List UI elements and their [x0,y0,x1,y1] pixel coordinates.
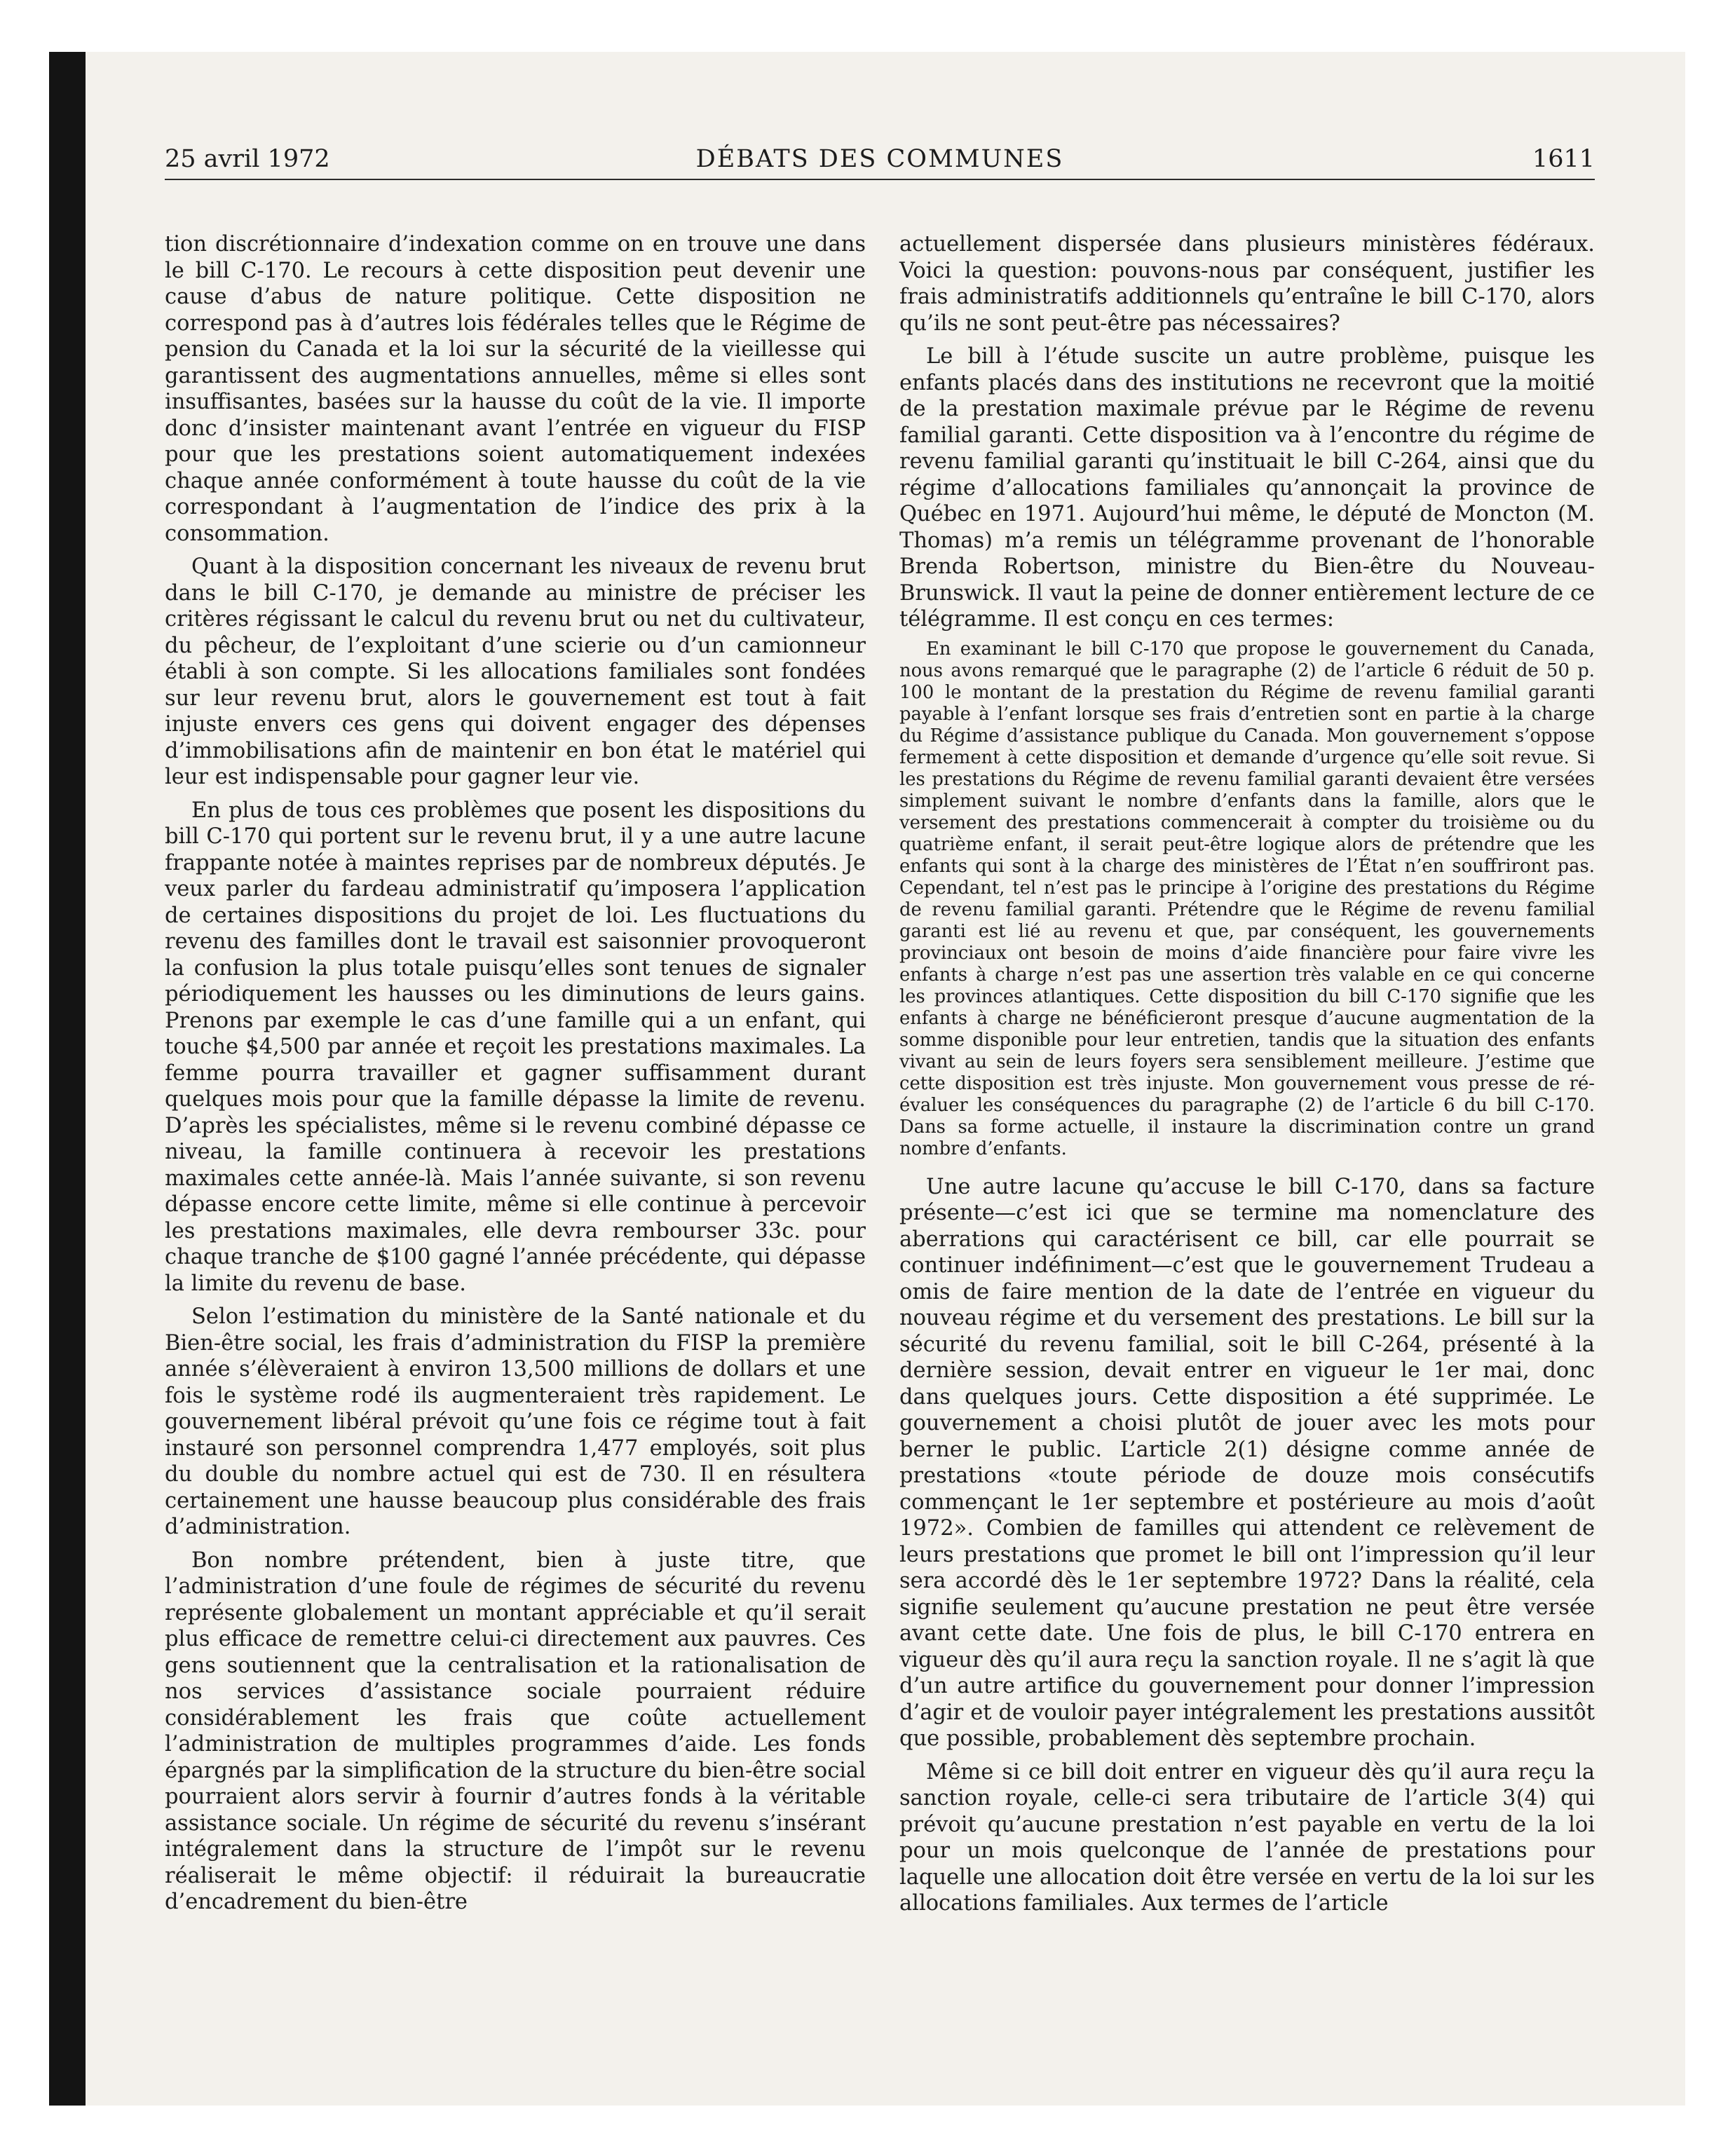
telegram-quote: En examinant le bill C-170 que propose le gouvernement du Canada, nous avons remarqué que le paragraphe (2) de l’article 6 réduit de 50 p. 100 le montant de la prestation du Régime de revenu familial garanti payable à l’enfant lorsque ses frais d’entretien sont en partie à la charge du Régime d’assistance publique du Canada. Mon gouvernement s’oppose fermement à cette disposition et demande d’urgence qu’elle soit revue. Si les prestations du Régime de revenu familial garanti devaient être versées simplement suivant le nombre d’enfants dans la famille, alors que le versement des prestations commencerait à compter du troisième ou du quatrième enfant, il serait peut-être logique alors de prétendre que les enfants qui sont à la charge des ministères de l’État n’en souffriront pas. Cependant, tel n’est pas le principe à l’origine des prestations du Régime de revenu familial garanti. Prétendre que le Régime de revenu familial garanti est lié au revenu et que, par conséquent, les gouvernements provinciaux ont besoin de moins d’aide financière pour faire vivre les enfants à charge n’est pas une assertion très valable en ce qui concerne les provinces atlantiques. Cette disposition du bill C-170 signifie que les enfants à charge ne bénéficieront presque d’aucune augmentation de la somme disponible pour leur entretien, tandis que la situation des enfants vivant au sein de leurs foyers sera sensiblement meilleure. J’estime que cette disposition est très injuste. Mon gouvernement vous presse de ré-évaluer les conséquences du paragraphe (2) de l’article 6 du bill C-170. Dans sa forme actuelle, il instaure la discrimination contre un grand nombre d’enfants. [899,638,1595,1159]
paragraph: Le bill à l’étude suscite un autre problème, puisque les enfants placés dans des institutions ne recevront que la moitié de la prestation maximale prévue par le Régime de revenu familial garanti. Cette disposition va à l’encontre du régime de revenu familial garanti qu’instituait le bill C-264, ainsi que du régime d’allocations familiales qu’annonçait la province de Québec en 1971. Aujourd’hui même, le député de Moncton (M. Thomas) m’a remis un télégramme provenant de l’honorable Brenda Robertson, ministre du Bien-être du Nouveau-Brunswick. Il vaut la peine de donner entièrement lecture de ce télégramme. Il est conçu en ces termes: [899,344,1595,632]
paragraph: tion discrétionnaire d’indexation comme on en trouve une dans le bill C-170. Le recours à cette disposition peut devenir une cause d’abus de nature politique. Cette disposition ne correspond pas à d’autres lois fédérales telles que le Régime de pension du Canada et la loi sur la sécurité de la vieillesse qui garantissent des augmentations annuelles, même si elles sont insuffisantes, basées sur la hausse du coût de la vie. Il importe donc d’insister maintenant avant l’entrée en vigueur du FISP pour que les prestations soient automatiquement indexées chaque année conformément à toute hausse du coût de la vie correspondant à l’augmentation de l’indice des prix à la consommation. [165,232,866,546]
paragraph: Bon nombre prétendent, bien à juste titre, que l’administration d’une foule de régimes de sécurité du revenu représente globalement un montant appréciable et qu’il serait plus efficace de remettre celui-ci directement aux pauvres. Ces gens soutiennent que la centralisation et la rationalisation de nos services d’assistance sociale pourraient réduire considérablement les frais que coûte actuellement l’administration de multiples programmes d’aide. Les fonds épargnés par la simplification de la structure du bien-être social pourraient alors servir à fournir d’autres fonds à la véritable assistance sociale. Un régime de sécurité du revenu s’insérant intégralement dans la structure de l’impôt sur le revenu réaliserait le même objectif: il réduirait la bureaucratie d’encadrement du bien-être [165,1548,866,1914]
paragraph: Une autre lacune qu’accuse le bill C-170, dans sa facture présente—c’est ici que se termine ma nomenclature des aberrations qui caractérisent ce bill, car elle pourrait se continuer indéfiniment—c’est que le gouvernement Trudeau a omis de faire mention de la date de l’entrée en vigueur du nouveau régime et du versement des prestations. Le bill sur la sécurité du revenu familial, soit le bill C-264, présenté à la dernière session, devait entrer en vigueur le 1er mai, donc dans quelques jours. Cette disposition a été supprimée. Le gouvernement a choisi plutôt de jouer avec les mots pour berner le public. L’article 2(1) désigne comme année de prestations «toute période de douze mois consécutifs commençant le 1er septembre et postérieure au mois d’août 1972». Combien de familles qui attendent ce relèvement de leurs prestations que promet le bill ont l’impression qu’il leur sera accordé dès le 1er septembre 1972? Dans la réalité, cela signifie seulement qu’aucune prestation ne peut être versée avant cette date. Une fois de plus, le bill C-170 entrera en vigueur dès qu’il aura reçu la sanction royale. Il ne s’agit là que d’un autre artifice du gouvernement pour donner l’impression d’agir et de vouloir payer intégralement les prestations aussitôt que possible, probablement dès septembre prochain. [899,1174,1595,1751]
paragraph: Quant à la disposition concernant les niveaux de revenu brut dans le bill C-170, je demande au ministre de préciser les critères régissant le calcul du revenu brut ou net du cultivateur, du pêcheur, de l’exploitant d’une scierie ou d’un camionneur établi à son compte. Si les allocations familiales sont fondées sur leur revenu brut, alors le gouvernement est tout à fait injuste envers ces gens qui doivent engager des dépenses d’immobilisations afin de maintenir en bon état le matériel qui leur est indispensable pour gagner leur vie. [165,554,866,789]
page-number: 1611 [1532,145,1595,173]
left-column [165,231,866,1916]
paragraph: Selon l’estimation du ministère de la Santé nationale et du Bien-être social, les frais d’administration du FISP la première année s’élèveraient à environ 13,500 millions de dollars et une fois le système rodé ils augmenteraient très rapidement. Le gouvernement libéral prévoit qu’une fois ce régime tout à fait instauré son personnel comprendra 1,477 employés, soit plus du double du nombre actuel qui est de 730. Il en résultera certainement une hausse beaucoup plus considérable des frais d’administration. [165,1304,866,1539]
paragraph: Même si ce bill doit entrer en vigueur dès qu’il aura reçu la sanction royale, celle-ci sera tributaire de l’article 3(4) qui prévoit qu’aucune prestation n’est payable en vertu de la loi pour un mois quelconque de l’année de prestations pour laquelle une allocation doit être versée en vertu de la loi sur les allocations familiales. Aux termes de l’article [899,1759,1595,1916]
paragraph: actuellement dispersée dans plusieurs ministères fédéraux. Voici la question: pouvons-nous par conséquent, justifier les frais administratifs additionnels qu’entraîne le bill C-170, alors qu’ils ne sont peut-être pas nécessaires? [899,232,1595,336]
right-column [899,231,1595,1917]
page-header [165,144,1595,180]
paragraph: En plus de tous ces problèmes que posent les dispositions du bill C-170 qui portent sur le revenu brut, il y a une autre lacune frappante notée à maintes reprises par de nombreux députés. Je veux parler du fardeau administratif qu’imposera l’application de certaines dispositions du projet de loi. Les fluctuations du revenu des familles dont le travail est saisonnier provoqueront la confusion la plus totale puisqu’elles sont tenues de signaler périodiquement les hausses ou les diminutions de leurs gains. Prenons par exemple le cas d’une famille qui a un enfant, qui touche $4,500 par année et reçoit les prestations maximales. La femme pourra travailler et gagner suffisamment durant quelques mois pour que la famille dépasse la limite de revenu. D’après les spécialistes, même si le revenu combiné dépasse ce niveau, la famille continuera à recevoir les prestations maximales cette année-là. Mais l’année suivante, si son revenu dépasse encore cette limite, même si elle continue à percevoir les prestations maximales, elle devra rembourser 33c. pour chaque tranche de $100 gagné l’année précédente, qui dépasse la limite du revenu de base. [165,798,866,1296]
scan-edge [49,52,86,2106]
header-date: 25 avril 1972 [165,145,330,173]
header-title: DÉBATS DES COMMUNES [695,145,1064,173]
